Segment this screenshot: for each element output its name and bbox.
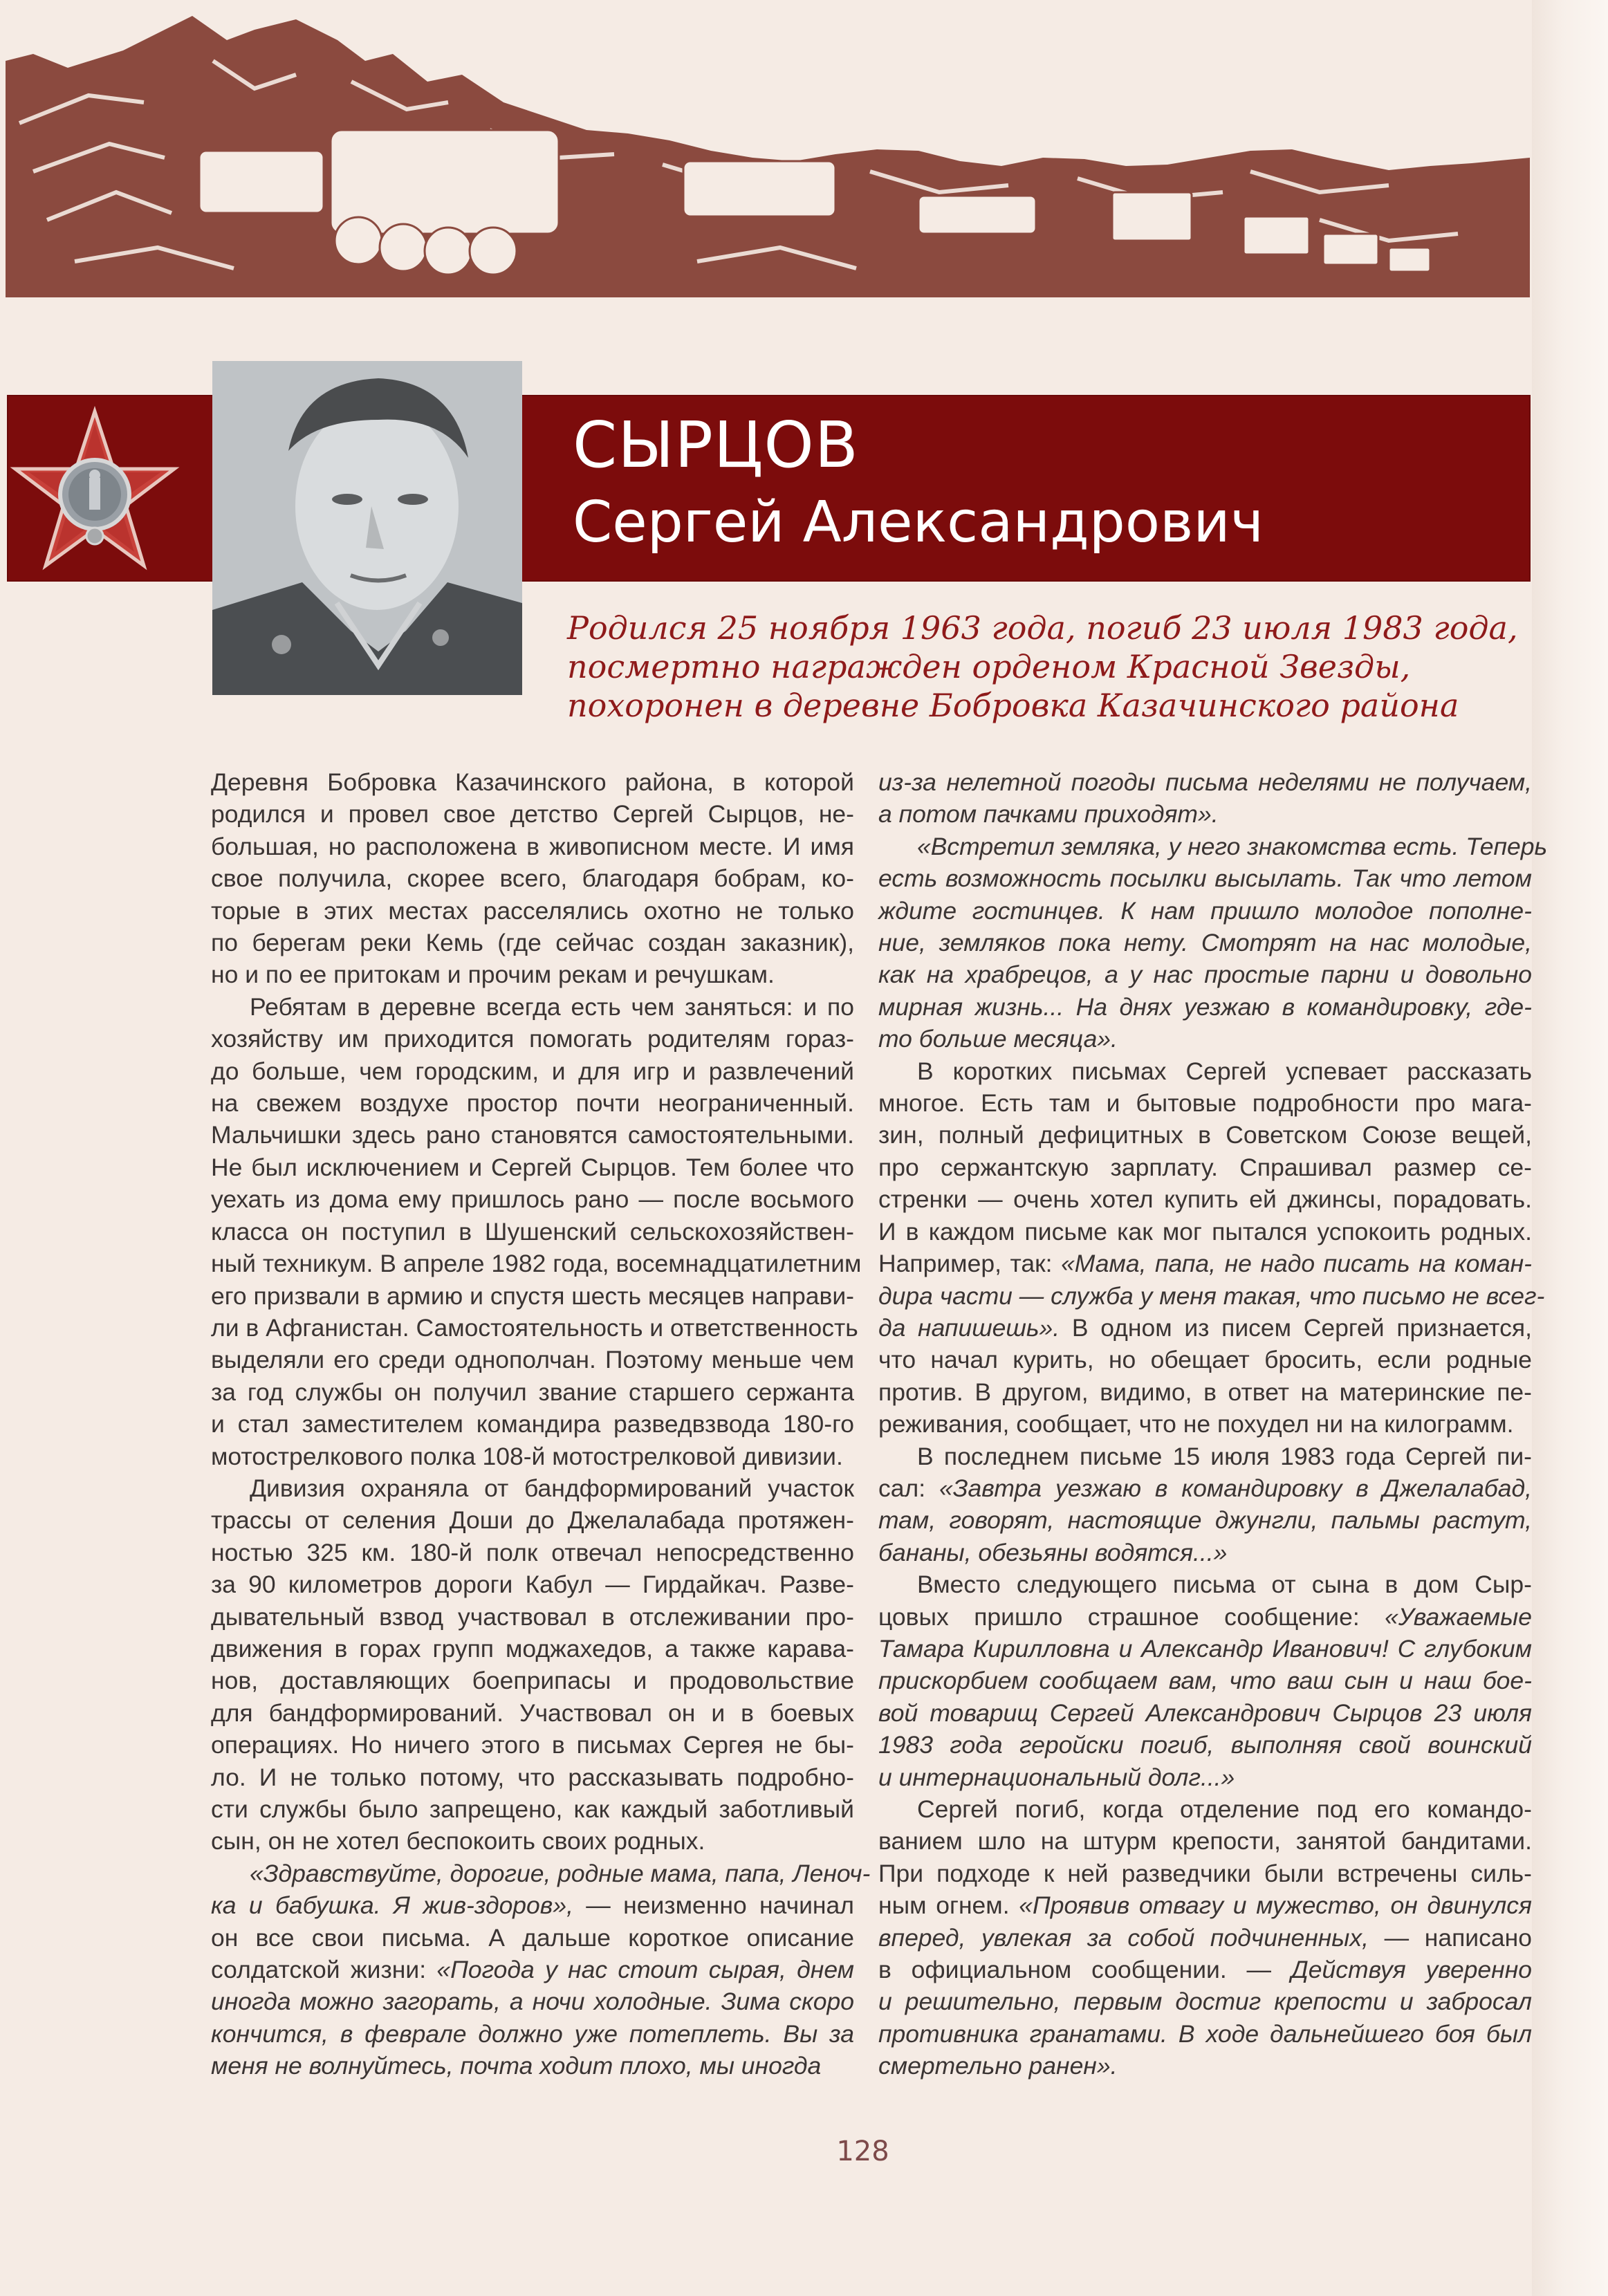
text-line bbox=[878, 2018, 1532, 2050]
text-line bbox=[211, 1793, 854, 1825]
body-text: по берегам реки Кемь (где сейчас создан заказник), bbox=[211, 929, 854, 957]
text-line bbox=[211, 1055, 854, 1087]
quoted-text: дира части — служба у меня такая, что письмо не всег- bbox=[878, 1281, 1545, 1310]
text-line bbox=[211, 1183, 854, 1215]
text-line bbox=[878, 862, 1532, 894]
text-line bbox=[878, 1825, 1532, 1857]
body-text: ло. И не только потому, что рассказывать подробно- bbox=[211, 1763, 854, 1791]
text-line bbox=[878, 1376, 1532, 1408]
body-text: трассы от селения Доши до Джелалабада протяжен- bbox=[211, 1506, 854, 1535]
body-text: для бандформирований. Участвовал он и в боевых bbox=[211, 1698, 854, 1727]
body-text: ный техникум. В апреле 1982 года, восемнадцатилетним bbox=[211, 1250, 862, 1278]
body-text: сти службы было запрещено, как каждый заботливый bbox=[211, 1795, 854, 1823]
text-line bbox=[878, 2050, 1532, 2082]
body-text: нов, доставляющих боеприпасы и продовольствие bbox=[211, 1667, 854, 1695]
truck-1 bbox=[1112, 192, 1192, 241]
body-text: уехать из дома ему пришлось рано — после восьмого bbox=[211, 1185, 854, 1214]
body-text: Деревня Бобровка Казачинского района, в которой bbox=[211, 768, 854, 796]
text-line bbox=[211, 1954, 854, 1985]
text-line bbox=[878, 1280, 1545, 1312]
quoted-text: «Погода у нас стоит сырая, днем bbox=[436, 1956, 855, 1984]
red-star-medal-svg bbox=[8, 403, 181, 576]
text-line bbox=[878, 1408, 1532, 1440]
body-text: большая, но расположена в живописном месте. И имя bbox=[211, 832, 854, 860]
body-text: дывательный взвод участвовал в отслеживании про- bbox=[211, 1602, 854, 1631]
text-line bbox=[878, 1633, 1532, 1665]
body-text: — неизменно начинал bbox=[573, 1891, 854, 1920]
body-text: Дивизия охраняла от бандформирований участок bbox=[250, 1474, 854, 1502]
text-line bbox=[878, 1568, 1532, 1600]
text-line bbox=[878, 1537, 1532, 1568]
body-text: реживания, сообщает, что не похудел ни на килограмм. bbox=[878, 1410, 1514, 1438]
quoted-text: противника гранатами. В ходе дальнейшего боя был bbox=[878, 2019, 1532, 2048]
body-text: ным огнем. bbox=[878, 1891, 1019, 1920]
text-line bbox=[878, 959, 1532, 990]
text-line bbox=[211, 1633, 854, 1665]
quoted-text: «Проявив отвагу и мужество, он двинулся bbox=[1019, 1891, 1532, 1920]
text-line bbox=[211, 959, 854, 990]
body-text: ностью 325 км. 180-й полк отвечал непосредственно bbox=[211, 1538, 854, 1566]
body-text: он все свои письма. А дальше короткое описание bbox=[211, 1923, 854, 1952]
quoted-text: из-за нелетной погоды письма неделями не получаем, bbox=[878, 768, 1532, 796]
quoted-text: «Завтра уезжаю в командировку в Джелалабад, bbox=[939, 1474, 1533, 1502]
quoted-text: «Здравствуйте, дорогие, родные мама, папа, Леноч- bbox=[250, 1859, 871, 1887]
body-text: ли в Афганистан. Самостоятельность и ответственность bbox=[211, 1313, 858, 1342]
text-line bbox=[878, 831, 1548, 862]
quoted-text: смертельно ранен». bbox=[878, 2052, 1118, 2080]
summary-line: похоронен в деревне Бобровка Казачинского района bbox=[567, 687, 1459, 724]
body-text: выделяли его среди однополчан. Поэтому меньше чем bbox=[211, 1346, 854, 1374]
portrait-photo bbox=[212, 361, 522, 695]
body-text: Мальчишки здесь рано становятся самостоятельными. bbox=[211, 1121, 854, 1149]
text-line bbox=[878, 1183, 1532, 1215]
text-line bbox=[878, 895, 1532, 927]
text-line bbox=[211, 1408, 854, 1440]
quoted-text: ка и бабушка. Я жив-здоров», bbox=[211, 1891, 573, 1920]
quoted-text: вой товарищ Сергей Александрович Сырцов 23 июля bbox=[878, 1698, 1532, 1727]
given-name-patronymic: Сергей Александрович bbox=[573, 490, 1264, 555]
text-line bbox=[211, 1312, 858, 1344]
body-text: Вместо следующего письма от сына в дом Сыр- bbox=[917, 1571, 1532, 1599]
quoted-text: Тамара Кирилловна и Александр Иванович! С глубоким bbox=[878, 1634, 1532, 1663]
body-text: но и по ее притокам и прочим рекам и речушкам. bbox=[211, 961, 775, 989]
body-text: за 90 километров дороги Кабул — Гирдайкач. Разве- bbox=[211, 1571, 854, 1599]
text-line bbox=[211, 1087, 854, 1119]
article-column-right bbox=[878, 766, 1548, 2082]
quoted-text: «Встретил земляка, у него знакомства есть. Теперь bbox=[917, 832, 1548, 860]
body-text: Например, так: bbox=[878, 1250, 1062, 1278]
quoted-text: иногда можно загорать, а ночи холодные. Зима скоро bbox=[211, 1988, 854, 2016]
truck-3 bbox=[1323, 234, 1378, 265]
quoted-text: то больше месяца». bbox=[878, 1025, 1118, 1053]
body-text: родился и провел свое детство Сергей Сырцов, не- bbox=[211, 800, 854, 828]
text-line bbox=[211, 766, 854, 798]
body-text: класса он поступил в Шушенский сельскохозяйствен- bbox=[211, 1217, 854, 1246]
convoy-illustration-svg bbox=[6, 12, 1530, 297]
body-text: за год службы он получил звание старшего сержанта bbox=[211, 1378, 854, 1406]
body-text: на свежем воздухе простор почти неограниченный. bbox=[211, 1089, 854, 1118]
text-line bbox=[211, 1889, 854, 1921]
order-of-red-star-icon bbox=[8, 403, 181, 576]
tank-1 bbox=[199, 151, 324, 213]
quoted-text: Действуя уверенно bbox=[1291, 1956, 1532, 1984]
truck-4 bbox=[1389, 248, 1430, 272]
text-line bbox=[211, 1151, 854, 1183]
quoted-text: прискорбием сообщаем вам, что ваш сын и наш бое- bbox=[878, 1667, 1532, 1695]
body-text: В коротких письмах Сергей успевает рассказать bbox=[917, 1057, 1532, 1085]
body-text: торые в этих местах расселялись охотно не только bbox=[211, 896, 854, 925]
text-line bbox=[211, 1665, 854, 1696]
body-text: до больше, чем городским, и для игр и развлечений bbox=[211, 1057, 854, 1085]
text-line bbox=[211, 831, 854, 862]
text-line bbox=[211, 1729, 854, 1761]
text-line bbox=[878, 1954, 1532, 1985]
quoted-text: «Уважаемые bbox=[1385, 1602, 1532, 1631]
page-binding-edge bbox=[1532, 0, 1608, 2296]
body-text: При подходе к ней разведчики были встречены силь- bbox=[878, 1859, 1532, 1887]
body-text: про сержантскую зарплату. Спрашивал размер се- bbox=[878, 1153, 1532, 1181]
text-line bbox=[878, 1151, 1532, 1183]
text-line bbox=[878, 1665, 1532, 1696]
text-line bbox=[211, 798, 854, 830]
text-line bbox=[211, 1023, 854, 1055]
text-line bbox=[211, 1216, 854, 1248]
mountain-convoy-illustration bbox=[6, 12, 1530, 297]
text-line bbox=[211, 1344, 854, 1376]
body-text: мотострелкового полка 108-й мотострелковой дивизии. bbox=[211, 1442, 843, 1470]
text-line bbox=[211, 862, 854, 894]
quoted-text: меня не волнуйтесь, почта ходит плохо, мы иногда bbox=[211, 2052, 822, 2080]
quoted-text: бананы, обезьяны водятся...» bbox=[878, 1538, 1228, 1566]
text-line bbox=[878, 1119, 1532, 1151]
body-text: свое получила, скорее всего, благодаря бобрам, ко- bbox=[211, 864, 854, 893]
body-text: солдатской жизни: bbox=[211, 1956, 437, 1984]
body-text: Не был исключением и Сергей Сырцов. Тем более что bbox=[211, 1153, 854, 1181]
text-line bbox=[878, 1216, 1532, 1248]
text-line bbox=[878, 1922, 1532, 1954]
text-line bbox=[211, 1697, 854, 1729]
text-line bbox=[211, 1568, 854, 1600]
article-column-left bbox=[211, 766, 871, 2082]
text-line bbox=[878, 1729, 1532, 1761]
body-text: его призвали в армию и спустя шесть месяцев направи- bbox=[211, 1281, 854, 1310]
quoted-text: 1983 года геройски погиб, выполняя свой воинский bbox=[878, 1731, 1532, 1759]
body-text: И в каждом письме как мог пытался успокоить родных. bbox=[878, 1217, 1532, 1246]
text-line bbox=[878, 1761, 1532, 1793]
text-line bbox=[878, 1889, 1532, 1921]
text-line bbox=[211, 1280, 854, 1312]
body-text: В последнем письме 15 июля 1983 года Сергей пи- bbox=[917, 1442, 1532, 1470]
text-line bbox=[878, 798, 1532, 830]
body-text: против. В другом, видимо, в ответ на материнские пе- bbox=[878, 1378, 1532, 1406]
text-line bbox=[211, 1601, 854, 1633]
bmp bbox=[918, 196, 1036, 234]
text-line bbox=[878, 1087, 1532, 1119]
quoted-text: ние, земляков пока нету. Смотрят на нас молодые, bbox=[878, 929, 1532, 957]
text-line bbox=[211, 1537, 854, 1568]
quoted-text: и интернациональный долг...» bbox=[878, 1763, 1235, 1791]
body-text: В одном из писем Сергей признается, bbox=[1060, 1313, 1532, 1342]
quoted-text: как на храбрецов, а у нас простые парни и довольно bbox=[878, 961, 1532, 989]
text-line bbox=[211, 1985, 854, 2017]
quoted-text: «Мама, папа, не надо писать на коман- bbox=[1061, 1250, 1532, 1278]
page-number: 128 bbox=[836, 2136, 889, 2167]
text-line bbox=[211, 1825, 854, 1857]
text-line bbox=[878, 1858, 1532, 1889]
quoted-text: ждите гостинцев. К нам пришло молодое пополне- bbox=[878, 896, 1532, 925]
body-text: сал: bbox=[878, 1474, 939, 1502]
text-line bbox=[878, 1023, 1532, 1055]
text-line bbox=[211, 991, 854, 1023]
text-line bbox=[211, 1504, 854, 1536]
text-line bbox=[211, 895, 854, 927]
body-text: ванием шло на штурм крепости, занятой бандитами. bbox=[878, 1827, 1532, 1855]
biography-summary bbox=[567, 609, 1518, 725]
body-text: цовых пришло страшное сообщение: bbox=[878, 1602, 1385, 1631]
quoted-text: да напишешь». bbox=[878, 1313, 1060, 1342]
text-line bbox=[878, 991, 1532, 1023]
text-line bbox=[211, 927, 854, 959]
text-line bbox=[211, 1761, 854, 1793]
summary-line: посмертно награжден орденом Красной Звезды, bbox=[567, 648, 1411, 685]
text-line bbox=[211, 2050, 854, 2082]
text-line bbox=[878, 1504, 1532, 1536]
text-line bbox=[878, 1472, 1532, 1504]
quoted-text: кончится, в феврале должно уже потеплеть. Вы за bbox=[211, 2019, 854, 2048]
text-line bbox=[211, 2018, 854, 2050]
text-line bbox=[211, 1376, 854, 1408]
body-text: сын, он не хотел беспокоить своих родных. bbox=[211, 1827, 705, 1855]
text-line bbox=[878, 1312, 1532, 1344]
text-line bbox=[878, 1793, 1532, 1825]
body-text: операциях. Но ничего этого в письмах Сергея не бы- bbox=[211, 1731, 854, 1759]
text-line bbox=[878, 1344, 1532, 1376]
body-text: Сергей погиб, когда отделение под его командо- bbox=[917, 1795, 1532, 1823]
text-line bbox=[878, 766, 1532, 798]
quoted-text: а потом пачками приходят». bbox=[878, 800, 1219, 828]
quoted-text: мирная жизнь... На днях уезжаю в командировку, где- bbox=[878, 992, 1532, 1021]
body-text: хозяйству им приходится помогать родителям гораз- bbox=[211, 1025, 854, 1053]
body-text: стренки — очень хотел купить ей джинсы, порадовать. bbox=[878, 1185, 1532, 1214]
text-line bbox=[878, 1055, 1532, 1087]
summary-line: Родился 25 ноября 1963 года, погиб 23 июля 1983 года, bbox=[567, 609, 1518, 647]
text-line bbox=[211, 1472, 854, 1504]
text-line bbox=[878, 1441, 1532, 1472]
body-text: в официальном сообщении. — bbox=[878, 1956, 1291, 1984]
quoted-text: вперед, увлекая за собой подчиненных, bbox=[878, 1923, 1369, 1952]
body-text: движения в горах групп моджахедов, а также карава- bbox=[211, 1634, 854, 1663]
quoted-text: есть возможность посылки высылать. Так что летом bbox=[878, 864, 1532, 893]
text-line bbox=[878, 1601, 1532, 1633]
body-text: зин, полный дефицитных в Советском Союзе вещей, bbox=[878, 1121, 1532, 1149]
text-line bbox=[211, 1922, 854, 1954]
text-line bbox=[878, 1697, 1532, 1729]
truck-2 bbox=[1244, 216, 1309, 254]
text-line bbox=[211, 1248, 862, 1279]
portrait-svg bbox=[212, 361, 522, 695]
body-text: многое. Есть там и бытовые подробности про мага- bbox=[878, 1089, 1532, 1118]
body-text: и стал заместителем командира разведвзвода 180-го bbox=[211, 1410, 854, 1438]
text-line bbox=[878, 927, 1532, 959]
body-text: что начал курить, но обещает бросить, если родные bbox=[878, 1346, 1532, 1374]
body-text: — написано bbox=[1369, 1923, 1532, 1952]
text-line bbox=[211, 1858, 871, 1889]
text-line bbox=[878, 1985, 1532, 2017]
quoted-text: там, говорят, настоящие джунгли, пальмы растут, bbox=[878, 1506, 1532, 1535]
quoted-text: и решительно, первым достиг крепости и забросал bbox=[878, 1988, 1532, 2016]
text-line bbox=[211, 1441, 854, 1472]
text-line bbox=[211, 1119, 854, 1151]
body-text: Ребятам в деревне всегда есть чем заняться: и по bbox=[250, 992, 854, 1021]
surname-heading: СЫРЦОВ bbox=[573, 408, 859, 482]
text-line bbox=[878, 1248, 1532, 1279]
tank-2 bbox=[683, 161, 835, 216]
